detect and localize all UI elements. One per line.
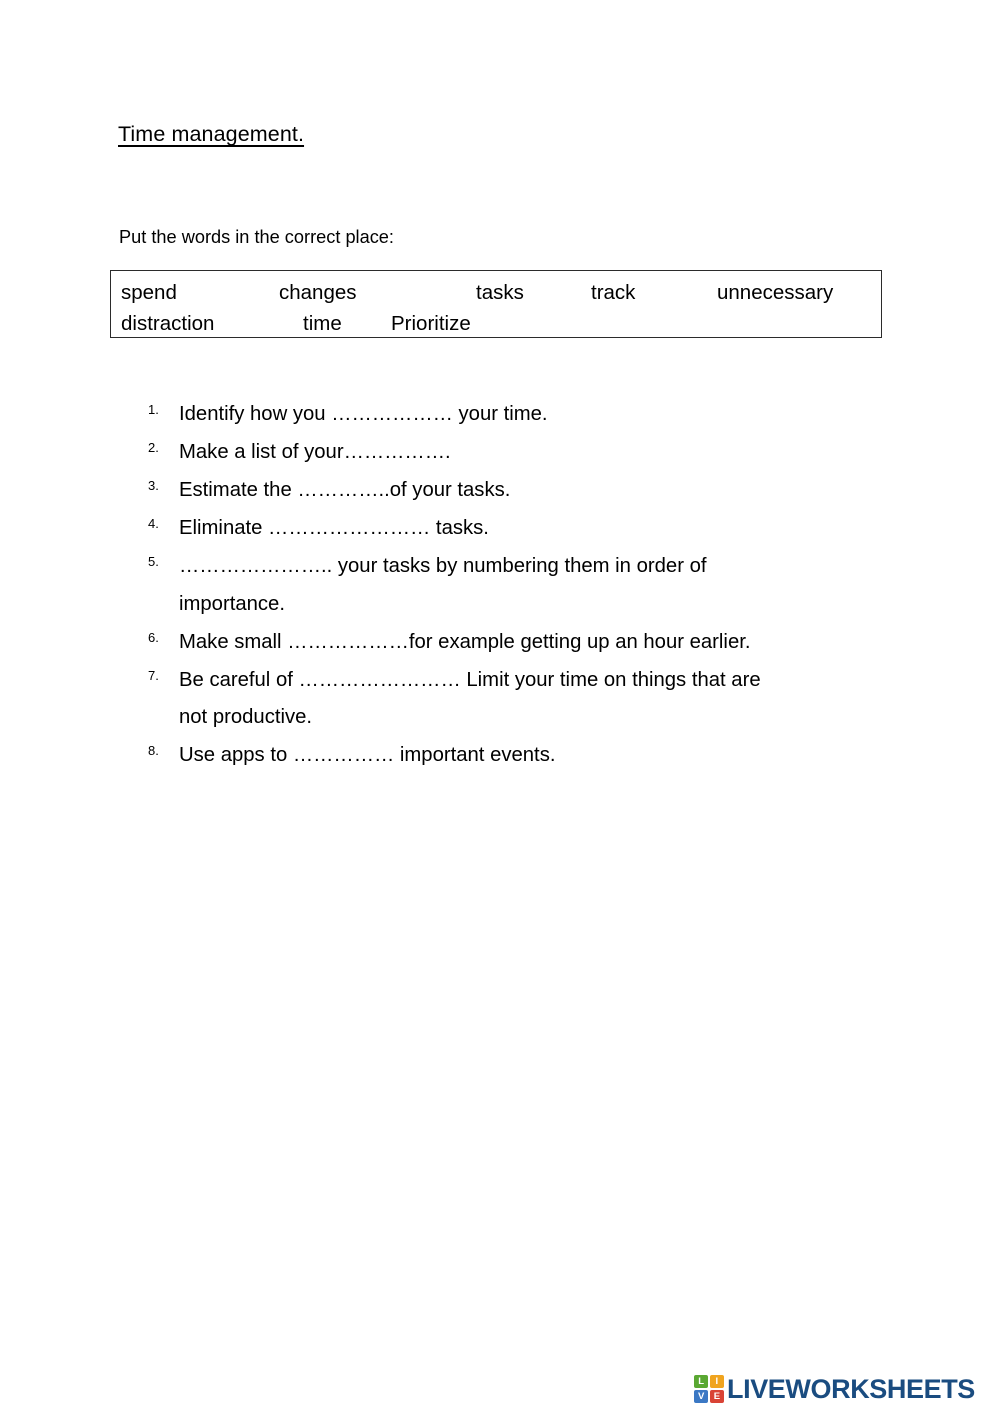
page-title: Time management.	[118, 122, 305, 146]
list-item-text[interactable]	[179, 396, 908, 434]
word-bank-word[interactable]: changes	[279, 281, 357, 304]
word-bank-box	[110, 270, 882, 338]
list-item-line: ………………….. your tasks by numbering them in order of	[179, 555, 707, 577]
word-bank-word[interactable]: spend	[121, 281, 177, 304]
list-item-line: importance.	[179, 592, 285, 615]
live-tile-v: V	[694, 1390, 708, 1403]
list-item-number: 8.	[148, 743, 159, 759]
word-bank-word[interactable]: track	[591, 281, 636, 304]
exercise-list	[148, 396, 908, 775]
list-item-line: Be careful of …………………… Limit your time on things that are	[179, 668, 761, 691]
list-item-text[interactable]	[179, 624, 908, 662]
list-item	[148, 434, 908, 472]
list-item-line: Eliminate …………………… tasks.	[179, 517, 489, 539]
list-item	[148, 737, 908, 775]
list-item-text[interactable]	[179, 510, 908, 548]
live-tile-i: I	[710, 1375, 724, 1388]
list-item-number: 6.	[148, 629, 159, 645]
list-item	[148, 396, 908, 434]
list-item-number: 2.	[148, 440, 159, 455]
list-item	[148, 624, 908, 662]
liveworksheets-logo[interactable]	[694, 1372, 975, 1406]
list-item-number: 1.	[148, 402, 159, 417]
list-item-number: 7.	[148, 667, 159, 683]
list-item-text[interactable]	[179, 662, 908, 738]
list-item-line: Identify how you ……………… your time.	[179, 403, 548, 425]
list-item-text[interactable]	[179, 737, 908, 775]
list-item-line: Make small ………………for example getting up an hour earlier.	[179, 630, 751, 653]
liveworksheets-wordmark: LIVEWORKSHEETS	[727, 1373, 975, 1404]
list-item-number: 4.	[148, 516, 159, 531]
list-item-number: 3.	[148, 478, 159, 493]
word-bank-word[interactable]: tasks	[476, 281, 524, 304]
list-item	[148, 548, 908, 624]
word-bank-row-1	[111, 277, 881, 309]
list-item	[148, 662, 908, 738]
word-bank-word[interactable]: distraction	[121, 312, 215, 335]
live-tile-e: E	[710, 1390, 724, 1403]
list-item-text[interactable]	[179, 434, 908, 472]
live-tile-l: L	[694, 1375, 708, 1388]
list-item-text[interactable]	[179, 472, 908, 510]
word-bank-word[interactable]: Prioritize	[391, 312, 471, 335]
word-bank-word[interactable]: time	[303, 312, 342, 335]
list-item	[148, 472, 908, 510]
list-item-line: Use apps to …………… important events.	[179, 744, 556, 767]
list-item-text[interactable]	[179, 548, 908, 624]
list-item-number: 5.	[148, 554, 159, 569]
list-item-line: not productive.	[179, 706, 313, 729]
word-bank-row-2	[111, 308, 881, 340]
instruction-text: Put the words in the correct place:	[119, 227, 394, 247]
live-tiles-icon	[694, 1375, 724, 1403]
list-item-line: Estimate the …………..of your tasks.	[179, 479, 511, 501]
list-item	[148, 510, 908, 548]
list-item-line: Make a list of your…………….	[179, 441, 451, 463]
word-bank-word[interactable]: unnecessary	[717, 281, 834, 304]
